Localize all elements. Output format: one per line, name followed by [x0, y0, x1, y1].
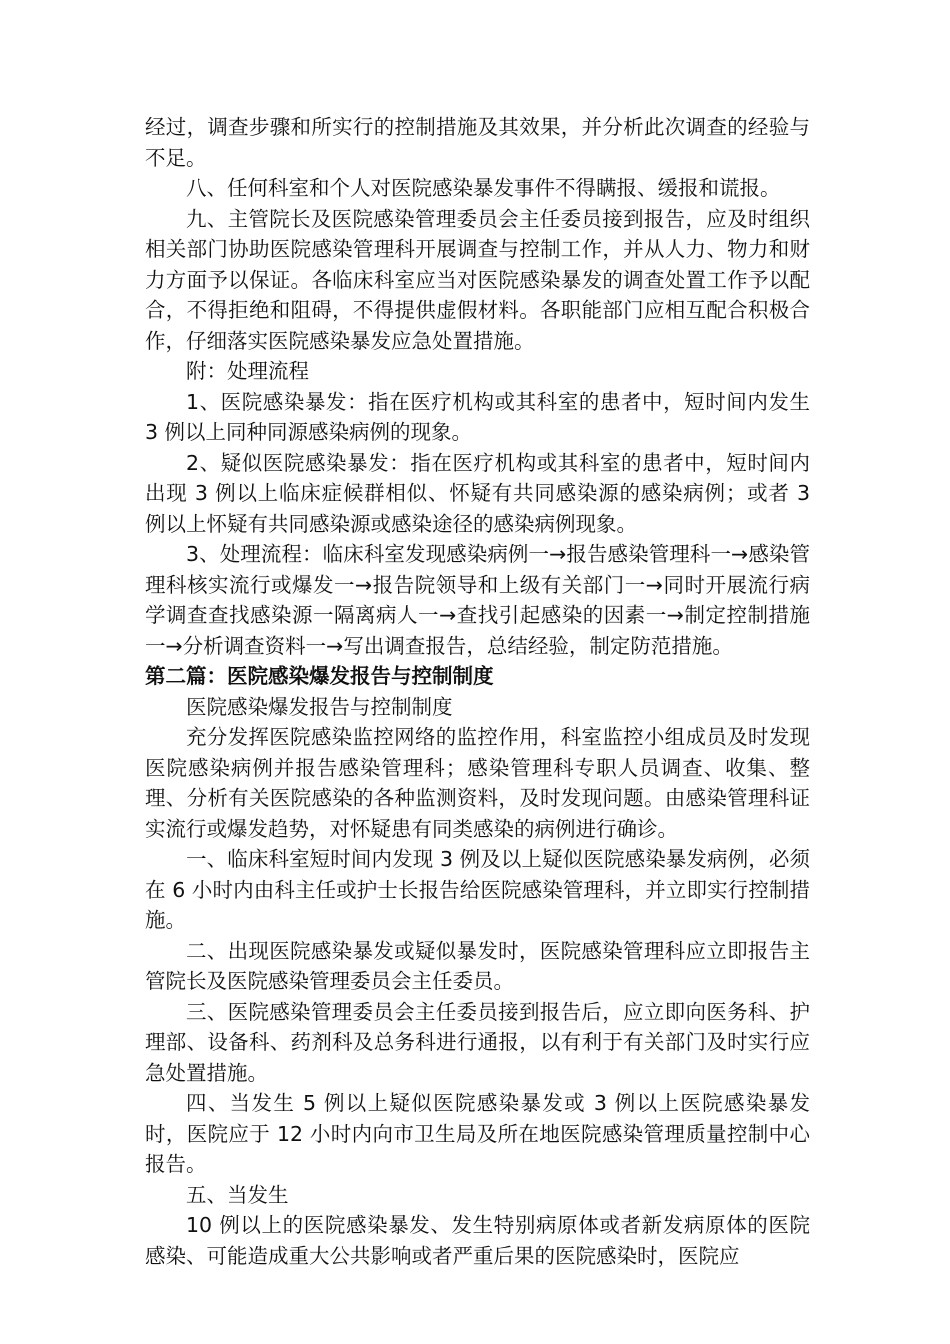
paragraph: 3、处理流程：临床科室发现感染病例一→报告感染管理科一→感染管理科核实流行或爆发一→报告院领导和上级有关部门一→同时开展流行病学调查查找感染源一隔离病人一→查找引起感染的因素一→制定控制措施一→分析调查资料一→写出调查报告，总结经验，制定防范措施。: [145, 542, 810, 658]
subtitle: 医院感染爆发报告与控制制度: [186, 694, 453, 719]
paragraph: 2、疑似医院感染暴发：指在医疗机构或其科室的患者中，短时间内出现 3 例以上临床症候群相似、怀疑有共同感染源的感染病例；或者 3 例以上怀疑有共同感染源或感染途径的感染病例现象。: [145, 450, 810, 536]
document-page: [145, 112, 810, 1271]
paragraph: 五、当发生: [186, 1182, 289, 1207]
paragraph: 四、当发生 5 例以上疑似医院感染暴发或 3 例以上医院感染暴发时，医院应于 12 小时内向市卫生局及所在地医院感染管理质量控制中心报告。: [145, 1091, 810, 1176]
paragraph: 1、医院感染暴发：指在医疗机构或其科室的患者中，短时间内发生 3 例以上同种同源感染病例的现象。: [145, 389, 810, 444]
paragraph: 一、临床科室短时间内发现 3 例及以上疑似医院感染暴发病例，必须在 6 小时内由科主任或护士长报告给医院感染管理科，并立即实行控制措施。: [145, 847, 810, 932]
section-heading: 第二篇：医院感染爆发报告与控制制度: [145, 664, 494, 688]
paragraph: 充分发挥医院感染监控网络的监控作用，科室监控小组成员及时发现医院感染病例并报告感染管理科；感染管理科专职人员调查、收集、整理、分析有关医院感染的各种监测资料，及时发现问题。由感染管理科证实流行或爆发趋势，对怀疑患有同类感染的病例进行确诊。: [145, 725, 810, 841]
paragraph: 三、医院感染管理委员会主任委员接到报告后，应立即向医务科、护理部、设备科、药剂科及总务科进行通报，以有利于有关部门及时实行应急处置措施。: [145, 999, 810, 1085]
paragraph: 九、主管院长及医院感染管理委员会主任委员接到报告，应及时组织相关部门协助医院感染管理科开展调查与控制工作，并从人力、物力和财力方面予以保证。各临床科室应当对医院感染暴发的调查处置工作予以配合，不得拒绝和阻碍，不得提供虚假材料。各职能部门应相互配合积极合作，仔细落实医院感染暴发应急处置措施。: [145, 206, 810, 353]
paragraph: 八、任何科室和个人对医院感染暴发事件不得瞒报、缓报和谎报。: [186, 176, 781, 200]
paragraph: 附：处理流程: [186, 359, 309, 383]
paragraph: 二、出现医院感染暴发或疑似暴发时，医院感染管理科应立即报告主管院长及医院感染管理委员会主任委员。: [145, 938, 810, 993]
paragraph: 10 例以上的医院感染暴发、发生特别病原体或者新发病原体的医院感染、可能造成重大公共影响或者严重后果的医院感染时，医院应: [145, 1213, 810, 1268]
paragraph: 经过，调查步骤和所实行的控制措施及其效果，并分析此次调查的经验与不足。: [145, 115, 810, 170]
